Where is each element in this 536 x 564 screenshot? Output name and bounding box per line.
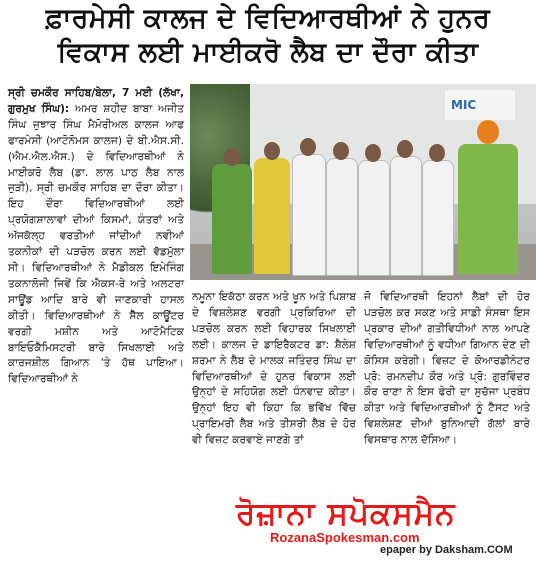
photo-lab-sign: MIC [445,90,515,120]
news-photo [190,84,536,280]
epaper-credit: epaper by Daksham.COM [380,544,513,556]
person-head [333,142,349,160]
article-body-part-2: ਨਮੂਨਾ ਇਕੱਠਾ ਕਰਨ ਅਤੇ ਖੂਨ ਅਤੇ ਪਿਸ਼ਾਬ ਦੇ ਵਿਸ਼ਲੇਸ਼ਣ ਵਰਗੀ ਪ੍ਰਕਿਰਿਆ ਦੀ ਪੜਚੋਲ ਕਰਨ ਲਈ ਵਿਹਾਰਕ ਸਿਖਲਾਈ ਲਈ। ਕਾਲਜ ਦੇ ਡਾਇਰੈਕਟਰ ਡਾ: ਸ਼ੈਲੇਸ਼ ਸ਼ਰਮਾ ਨੇ ਲੈਬ ਦੇ ਮਾਲਕ ਜਤਿੰਦਰ ਸਿੰਘ ਦਾ ਵਿਦਿਆਰਥੀਆਂ ਦੇ ਹੁਨਰ ਵਿਕਾਸ ਲਈ ਉਨ੍ਹਾਂ ਦੇ ਸਹਿਯੋਗ ਲਈ ਧੰਨਵਾਦ ਕੀਤਾ। ਉਨ੍ਹਾਂ ਇਹ ਵੀ ਕਿਹਾ ਕਿ ਭਵਿੱਖ ਵਿੱਚ ਪ੍ਰਾਇਮਰੀ ਲੈਬ ਅਤੇ ਤੀਸਰੀ ਲੈਬ ਦੇ ਹੋਰ ਵੀ ਵਿਜ਼ਟ ਕਰਵਾਏ ਜਾਣਗੇ ਤਾਂ [192,291,356,447]
newspaper-website[interactable]: RozanaSpokesman.com [270,530,420,545]
person-student-white [422,160,454,276]
person-woman-yellow [254,158,290,274]
headline-line-2: ਵਿਕਾਸ ਲਈ ਮਾਈਕਰੋ ਲੈਬ ਦਾ ਦੌਰਾ ਕੀਤਾ [57,37,479,68]
newspaper-logo: ਰੋਜ਼ਾਨਾ ਸਪੋਕਸਮੈਨ [236,496,456,532]
person-head [397,140,413,158]
person-woman-green [212,164,252,274]
person-head [264,142,280,160]
article-column-3 [364,290,530,449]
headline-line-1: ਫ਼ਾਰਮੇਸੀ ਕਾਲਜ ਦੇ ਵਿਦਿਆਰਥੀਆਂ ਨੇ ਹੁਨਰ [45,3,491,34]
person-head [300,138,316,156]
article-column-1 [8,86,184,388]
person-head [365,144,381,162]
person-student-white [292,154,326,276]
article-column-2 [192,290,356,449]
person-head [224,148,240,166]
person-student-white [390,156,422,276]
article-body-part-1: ਅਮਰ ਸ਼ਹੀਦ ਬਾਬਾ ਅਜੀਤ ਸਿੰਘ ਜੁਝਾਰ ਸਿੰਘ ਮੈਮੋਰੀਅਲ ਕਾਲਜ ਆਫ ਫਾਰਮੇਸੀ (ਆਟੋਨੋਮਸ ਕਾਲਜ) ਦੇ ਬੀ.ਐਸ.ਸੀ. (ਐਮ.ਐਲ.ਐਸ.) ਦੇ ਵਿਦਿਆਰਥੀਆਂ ਨੇ ਮਾਈਕਰੋ ਲੈਬ (ਡਾ. ਲਾਲ ਪਾਠ ਲੈਬ ਨਾਲ ਜੁੜੀ), ਸ੍ਰੀ ਚਮਕੌਰ ਸਾਹਿਬ ਦਾ ਦੌਰਾ ਕੀਤਾ। ਇਹ ਦੌਰਾ ਵਿਦਿਆਰਥੀਆਂ ਲਈ ਪ੍ਰਯੋਗਸ਼ਾਲਾਵਾਂ ਦੀਆਂ ਕਿਸਮਾਂ, ਯੰਤਰਾਂ ਅਤੇ ਅੱਜਕੱਲ੍ਹ ਵਰਤੀਆਂ ਜਾਂਦੀਆਂ ਨਵੀਆਂ ਤਕਨੀਕਾਂ ਦੀ ਪੜਚੋਲ ਕਰਨ ਲਈ ਵੱਡਮੁੱਲਾ ਸੀ। ਵਿਦਿਆਰਥੀਆਂ ਨੇ ਮੈਡੀਕਲ ਇਮੇਜਿੰਗ ਤਕਨਾਲੋਜੀ ਜਿਵੇਂ ਕਿ ਐਕਸ-ਰੇ ਅਤੇ ਅਲਟਰਾ ਸਾਊਂਡ ਆਦਿ ਬਾਰੇ ਵੀ ਜਾਣਕਾਰੀ ਹਾਸਲ ਕੀਤੀ। ਵਿਦਿਆਰਥੀਆਂ ਨੇ ਸੈੱਲ ਕਾਊਂਟਰ ਵਰਗੀ ਮਸ਼ੀਨ ਅਤੇ ਆਟੋਮੈਟਿਕ ਬਾਇਓਕੈਮਿਸਟਰੀ ਬਾਰੇ ਸਿਖਲਾਈ ਅਤੇ ਕਾਰਜਸ਼ੀਲ ਗਿਆਨ 'ਤੇ ਹੱਥ ਪਾਇਆ। ਵਿਦਿਆਰਥੀਆਂ ਨੇ [8,102,185,386]
article-dateline: ਸ੍ਰੀ ਚਮਕੌਰ ਸਾਹਿਬ/ਬੇਲਾ, 7 ਮਈ (ਲੱਖਾ, ਗੁਰਮੁਖ ਸਿੰਘ): [8,87,184,115]
article-body-part-3: ਜੋ ਵਿਦਿਆਰਥੀ ਇਹਨਾਂ ਲੈਬਾਂ ਦੀ ਹੋਰ ਪੜਚੋਲ ਕਰ ਸਕਣ ਅਤੇ ਸਾਡੀ ਸੰਸਥਾ ਇਸ ਪ੍ਰਕਾਰ ਦੀਆਂ ਗਤੀਵਿਧੀਆਂ ਨਾਲ ਆਪਣੇ ਵਿਦਿਆਰਥੀਆਂ ਨੂੰ ਵਧੀਆ ਗਿਆਨ ਦੇਣ ਦੀ ਕੋਸਿਸ ਕਰੇਗੀ। ਵਿਜ਼ਟ ਦੇ ਕੋਆਰਡੀਨੇਟਰ ਪ੍ਰੋ: ਰਮਨਦੀਪ ਕੌਰ ਅਤੇ ਪ੍ਰੋ: ਗੁਰਵਿੰਦਰ ਕੌਰ ਰਾਣਾ ਨੇ ਇਸ ਫੇਰੀ ਦਾ ਸੁਚੱਜਾ ਪ੍ਰਬੰਧ ਕੀਤਾ ਅਤੇ ਵਿਦਿਆਰਥੀਆਂ ਨੂੰ ਟੈਸਟ ਅਤੇ ਵਿਸ਼ਲੇਸ਼ਣ ਦੀਆਂ ਬੁਨਿਆਦੀ ਗੱਲਾਂ ਬਾਰੇ ਵਿਸਥਾਰ ਨਾਲ ਦੱਸਿਆ। [364,291,530,447]
person-student-white [358,160,390,276]
person-student-white [326,158,358,276]
person-man-green-shirt [458,144,518,274]
person-head [429,144,445,162]
person-head-turban [477,120,499,144]
